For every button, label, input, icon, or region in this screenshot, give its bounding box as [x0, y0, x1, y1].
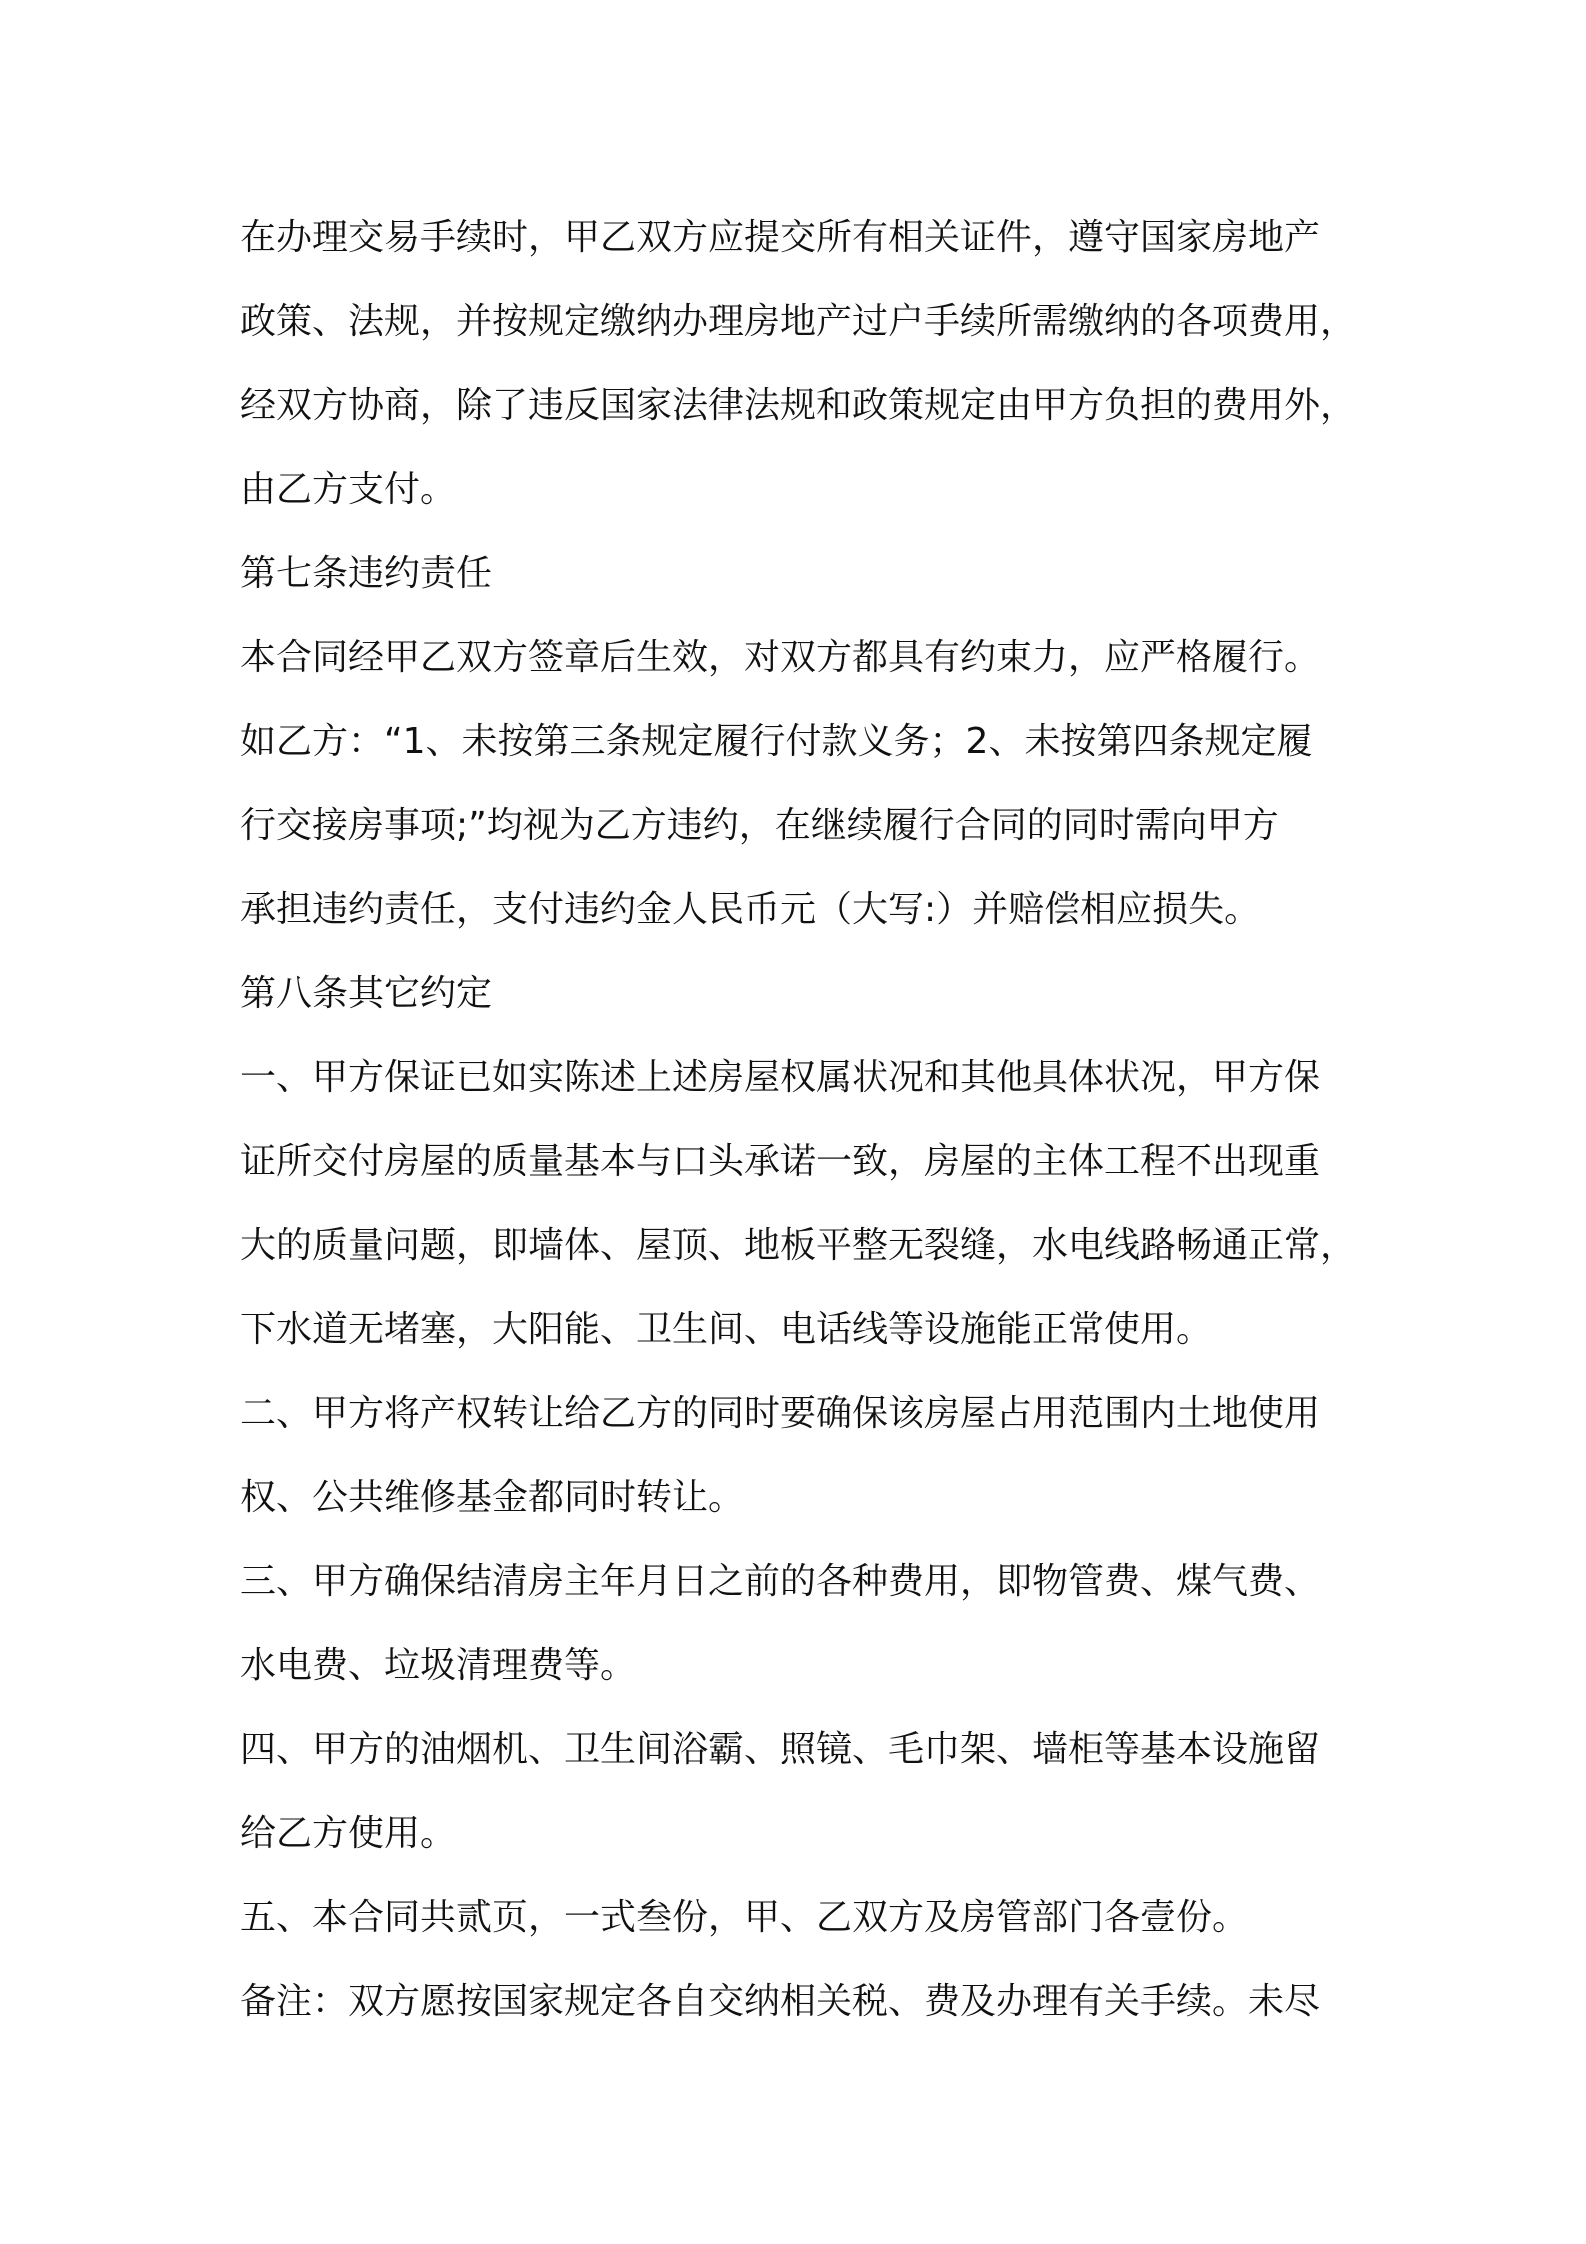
- text-line: 三、甲方确保结清房主年月日之前的各种费用，即物管费、煤气费、: [240, 1561, 1321, 1602]
- text-line: 证所交付房屋的质量基本与口头承诺一致，房屋的主体工程不出现重: [240, 1141, 1321, 1182]
- text-line: 在办理交易手续时，甲乙双方应提交所有相关证件，遵守国家房地产: [240, 217, 1321, 258]
- text-line: 给乙方使用。: [240, 1813, 457, 1854]
- text-line: 下水道无堵塞，大阳能、卫生间、电话线等设施能正常使用。: [240, 1309, 1213, 1350]
- text-line: 经双方协商，除了违反国家法律法规和政策规定由甲方负担的费用外，: [240, 385, 1357, 426]
- text-line: 五、本合同共贰页，一式叁份，甲、乙双方及房管部门各壹份。: [240, 1897, 1249, 1938]
- text-line: 水电费、垃圾清理费等。: [240, 1645, 637, 1686]
- text-line: 二、甲方将产权转让给乙方的同时要确保该房屋占用范围内土地使用: [240, 1393, 1321, 1434]
- section-heading-article-8: 第八条其它约定: [240, 973, 493, 1014]
- text-line: 一、甲方保证已如实陈述上述房屋权属状况和其他具体状况，甲方保: [240, 1057, 1321, 1098]
- text-line: 如乙方：“1、未按第三条规定履行付款义务；2、未按第四条规定履: [240, 721, 1313, 762]
- text-line: 由乙方支付。: [240, 469, 457, 510]
- text-line: 大的质量问题，即墙体、屋顶、地板平整无裂缝，水电线路畅通正常，: [240, 1225, 1357, 1266]
- text-line: 本合同经甲乙双方签章后生效，对双方都具有约束力，应严格履行。: [240, 637, 1321, 678]
- section-heading-article-7: 第七条违约责任: [240, 553, 493, 594]
- text-line: 权、公共维修基金都同时转让。: [240, 1477, 745, 1518]
- text-line: 政策、法规，并按规定缴纳办理房地产过户手续所需缴纳的各项费用，: [240, 301, 1357, 342]
- text-line: 备注：双方愿按国家规定各自交纳相关税、费及办理有关手续。未尽: [240, 1981, 1321, 2022]
- text-line: 行交接房事项;”均视为乙方违约，在继续履行合同的同时需向甲方: [240, 805, 1279, 846]
- text-line: 四、甲方的油烟机、卫生间浴霸、照镜、毛巾架、墙柜等基本设施留: [240, 1729, 1321, 1770]
- contract-text: [240, 196, 1380, 2044]
- text-line: 承担违约责任，支付违约金人民币元（大写:）并赔偿相应损失。: [240, 889, 1261, 930]
